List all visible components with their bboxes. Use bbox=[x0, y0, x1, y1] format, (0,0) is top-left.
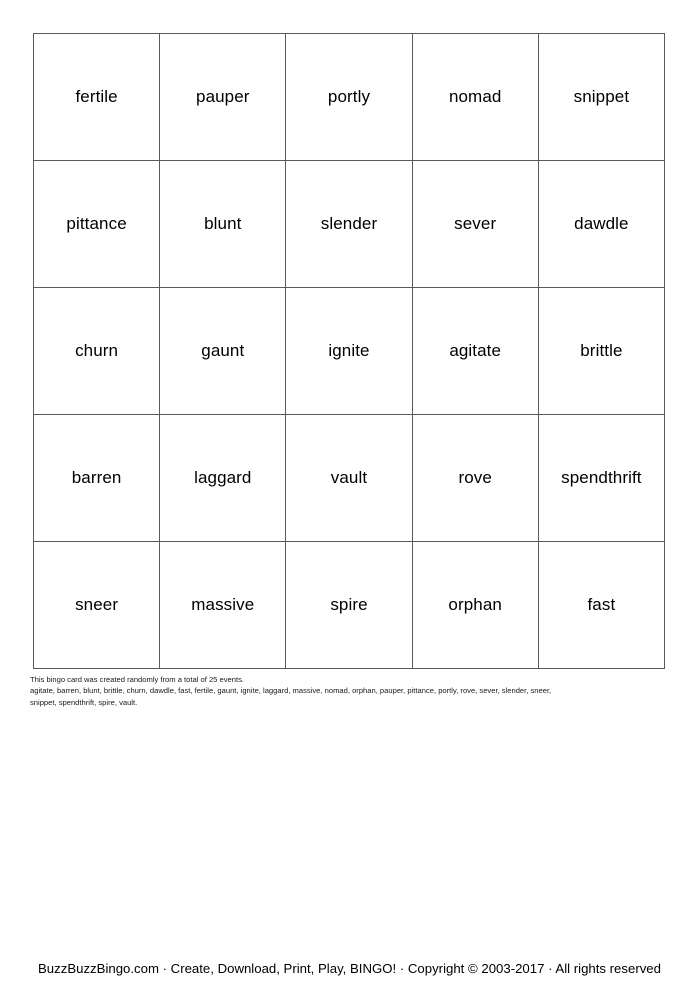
bingo-cell-word: massive bbox=[191, 595, 255, 615]
bingo-cell-word: vault bbox=[330, 468, 368, 488]
bingo-cell-word: snippet bbox=[573, 87, 630, 107]
bingo-cell-word: nomad bbox=[448, 87, 502, 107]
bingo-cell[interactable] bbox=[413, 415, 539, 542]
bingo-cell-word: pauper bbox=[196, 87, 250, 107]
bingo-cell[interactable] bbox=[160, 542, 286, 669]
bingo-card-grid bbox=[33, 33, 665, 669]
bingo-cell[interactable] bbox=[160, 34, 286, 161]
bingo-cell[interactable] bbox=[539, 415, 665, 542]
bingo-cell-word: blunt bbox=[204, 214, 242, 234]
bingo-cell[interactable] bbox=[160, 288, 286, 415]
bingo-cell-word: churn bbox=[75, 341, 119, 361]
bingo-cell[interactable] bbox=[160, 161, 286, 288]
bingo-cell[interactable] bbox=[539, 34, 665, 161]
bingo-cell[interactable] bbox=[539, 542, 665, 669]
bingo-cell[interactable] bbox=[413, 542, 539, 669]
bingo-cell[interactable] bbox=[539, 288, 665, 415]
bingo-cell-word: agitate bbox=[449, 341, 502, 361]
bingo-cell-word: sneer bbox=[75, 595, 119, 615]
bingo-cell[interactable] bbox=[34, 161, 160, 288]
bingo-cell[interactable] bbox=[160, 415, 286, 542]
bingo-cell-word: spire bbox=[330, 595, 368, 615]
bingo-cell-word: pittance bbox=[66, 214, 127, 234]
bingo-cell[interactable] bbox=[413, 288, 539, 415]
bingo-cell-word: barren bbox=[71, 468, 122, 488]
bingo-cell[interactable] bbox=[286, 288, 412, 415]
bingo-cell-word: fast bbox=[587, 595, 616, 615]
bingo-cell-word: laggard bbox=[194, 468, 252, 488]
bingo-cell[interactable] bbox=[413, 34, 539, 161]
card-footnote bbox=[30, 674, 670, 708]
footnote-line-summary: This bingo card was created randomly from a total of 25 events. bbox=[30, 675, 244, 684]
bingo-cell[interactable] bbox=[34, 542, 160, 669]
bingo-cell-word: brittle bbox=[580, 341, 623, 361]
bingo-cell[interactable] bbox=[286, 415, 412, 542]
bingo-cell[interactable] bbox=[413, 161, 539, 288]
footnote-line-words-2: snippet, spendthrift, spire, vault. bbox=[30, 697, 138, 707]
footer-copyright-text: BuzzBuzzBingo.com · Create, Download, Print, Play, BINGO! · Copyright © 2003-2017 · All rights reserved bbox=[38, 961, 661, 976]
bingo-cell-word: dawdle bbox=[574, 214, 629, 234]
bingo-cell-word: fertile bbox=[75, 87, 118, 107]
bingo-cell[interactable] bbox=[286, 542, 412, 669]
bingo-cell-word: ignite bbox=[328, 341, 370, 361]
bingo-cell-word: portly bbox=[327, 87, 371, 107]
footnote-line-words-1: agitate, barren, blunt, brittle, churn, dawdle, fast, fertile, gaunt, ignite, laggard, massive, nomad, orphan, pauper, pittance, portly, rove, sever, slender, sneer, bbox=[30, 686, 552, 696]
bingo-cell-word: orphan bbox=[448, 595, 502, 615]
bingo-cell[interactable] bbox=[286, 161, 412, 288]
bingo-cell-word: gaunt bbox=[201, 341, 245, 361]
bingo-cell[interactable] bbox=[286, 34, 412, 161]
bingo-cell-word: sever bbox=[454, 214, 497, 234]
bingo-cell[interactable] bbox=[34, 288, 160, 415]
bingo-cell-word: rove bbox=[458, 468, 492, 488]
bingo-cell[interactable] bbox=[34, 34, 160, 161]
page-footer bbox=[0, 960, 699, 978]
bingo-cell-word: slender bbox=[320, 214, 378, 234]
bingo-cell[interactable] bbox=[34, 415, 160, 542]
bingo-cell[interactable] bbox=[539, 161, 665, 288]
bingo-cell-word: spendthrift bbox=[561, 468, 642, 488]
